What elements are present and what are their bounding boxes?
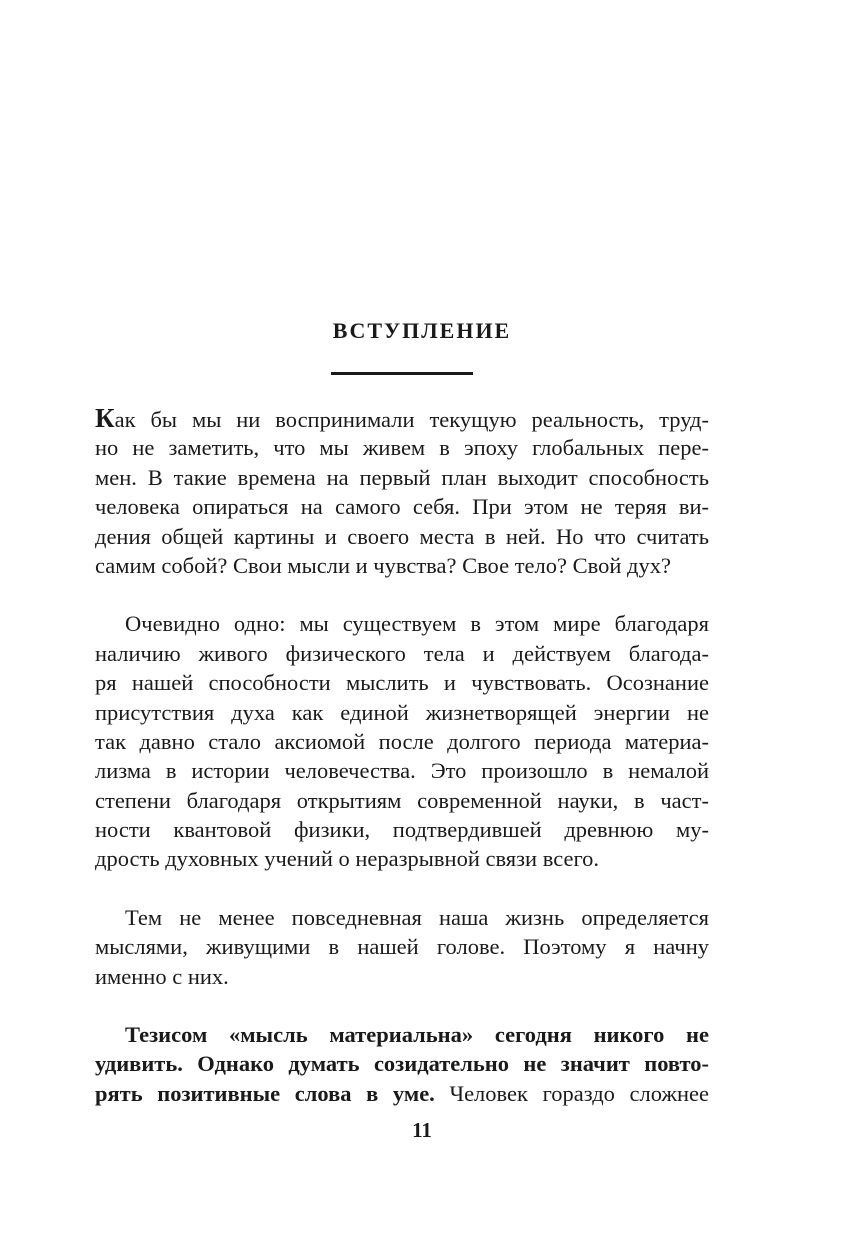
title-underline [331, 372, 473, 375]
text-line: но не заметить, что мы живем в эпоху глобальных пере- [95, 435, 709, 461]
text-line: мен. В такие времена на первый план выходит способность [95, 464, 709, 490]
paragraph-gap [95, 580, 709, 609]
text-line: мыслями, живущими в нашей голове. Поэтому я начну [95, 934, 709, 960]
text-line: наличию живого физического тела и действуем благода- [95, 640, 709, 666]
text-line: дрость духовных учений о неразрывной связи всего. [95, 846, 599, 872]
text-line: степени благодаря открытиям современной науки, в част- [95, 787, 709, 813]
text-line: Тем не менее повседневная наша жизнь определяется [125, 904, 709, 930]
text-line: ря нашей способности мыслить и чувствовать. Осознание [95, 670, 709, 696]
text-line [95, 1079, 709, 1108]
text-line-content: ак бы мы ни воспринимали текущую реальность, труд- [114, 407, 709, 432]
body-text [95, 404, 709, 1108]
text-line: Очевидно одно: мы существуем в этом мире благодаря [125, 611, 709, 637]
text-line [95, 404, 709, 433]
text-line-content: Человек гораздо сложнее [434, 1080, 709, 1106]
text-line: именно с них. [95, 963, 229, 989]
text-line: так давно стало аксиомой после долгого периода материа- [95, 728, 709, 754]
chapter-title: ВСТУПЛЕНИЕ [332, 318, 512, 343]
text-line: присутствия духа как единой жизнетворящей энергии не [95, 699, 709, 725]
page-number: 11 [412, 1118, 432, 1142]
paragraph-gap [95, 874, 709, 903]
text-line-bold: Тезисом «мысль материальна» сегодня никого не [125, 1022, 709, 1048]
paragraph-gap [95, 991, 709, 1020]
text-line: лизма в истории человечества. Это произошло в немалой [95, 758, 709, 784]
text-line: ности квантовой физики, подтвердившей древнюю му- [95, 817, 709, 843]
text-line: самим собой? Свои мысли и чувства? Свое тело? Свой дух? [95, 552, 671, 578]
text-line-bold: удивить. Однако думать созидательно не значит повто- [95, 1051, 709, 1077]
text-line: дения общей картины и своего места в ней. Но что считать [95, 523, 709, 549]
bold-phrase: рять позитивные слова в уме. [95, 1080, 435, 1106]
text-line: человека опираться на самого себя. При этом не теряя ви- [95, 494, 709, 520]
drop-cap: К [95, 403, 115, 433]
